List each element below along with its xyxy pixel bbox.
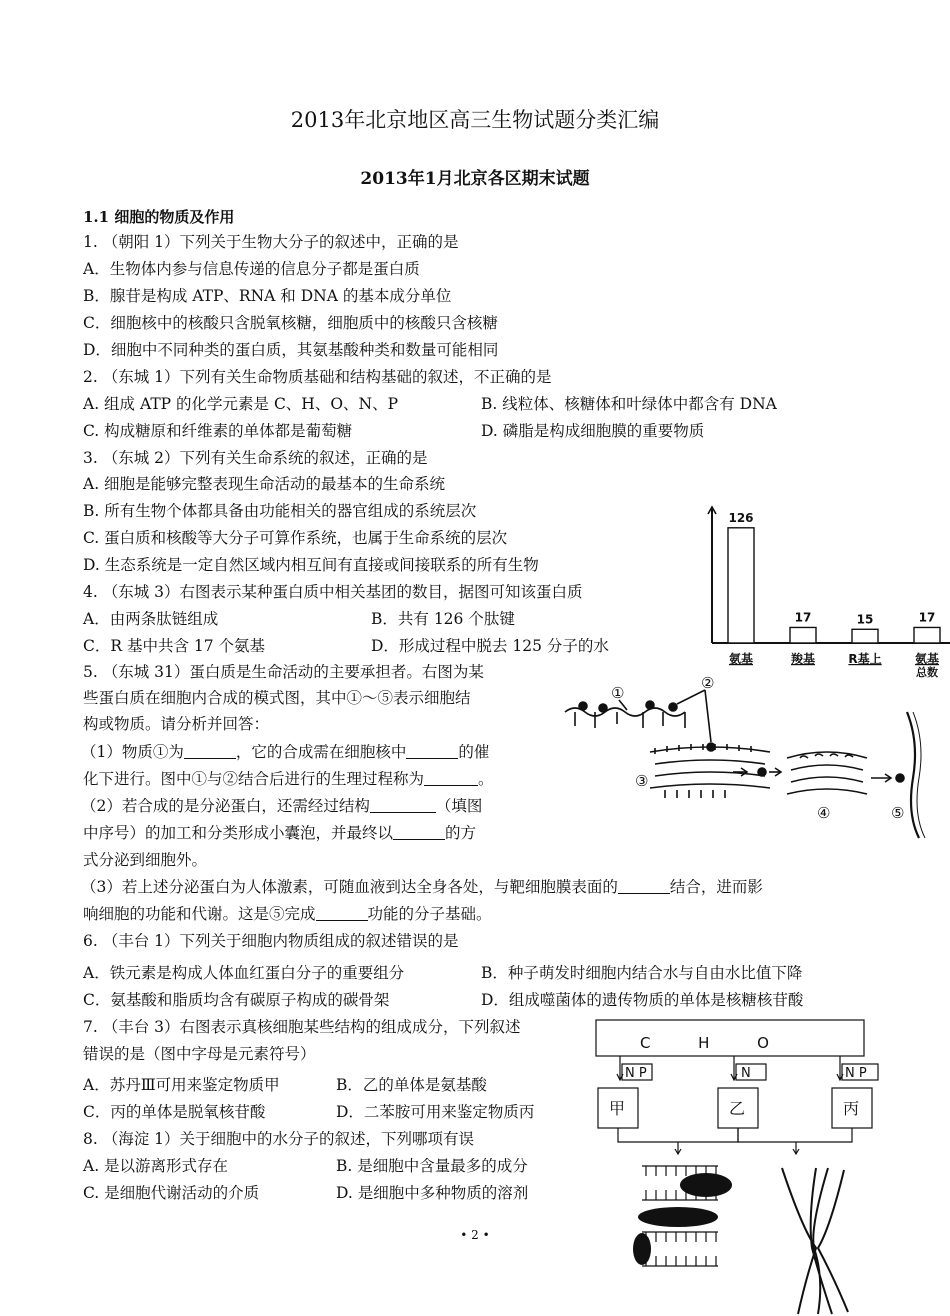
answer-blank[interactable] (393, 825, 445, 840)
q7-option-b: B．乙的单体是氨基酸 (336, 1076, 487, 1094)
q2-stem: 2. （东城 1）下列有关生命物质基础和结构基础的叙述，不正确的是 (83, 368, 552, 386)
bar-value-label: 17 (794, 610, 812, 625)
answer-blank[interactable] (316, 906, 368, 921)
bar-value-label: 126 (728, 510, 754, 525)
q8-option-a: A. 是以游离形式存在 (83, 1157, 229, 1175)
q4-bar-chart (700, 505, 950, 685)
q5-line-2: 些蛋白质在细胞内合成的模式图，其中①～⑤表示细胞结 (83, 689, 471, 707)
q6-option-a: A．铁元素是构成人体血红蛋白分子的重要组分 (83, 964, 405, 982)
answer-blank[interactable] (424, 771, 478, 786)
label-5: ⑤ (891, 804, 905, 822)
q1-option-d: D．细胞中不同种类的蛋白质，其氨基酸种类和数量可能相同 (83, 341, 499, 359)
q3-option-d: D. 生态系统是一定自然区域内相互间有直接或间接联系的所有生物 (83, 556, 539, 574)
q1-option-a: A．生物体内参与信息传递的信息分子都是蛋白质 (83, 260, 420, 278)
protein-synthesis-diagram (555, 672, 950, 837)
answer-blank[interactable] (184, 744, 236, 759)
bar (790, 627, 816, 643)
q5-line-1: 5. （东城 31）蛋白质是生命活动的主要承担者。右图为某 (83, 663, 484, 681)
page-number: • 2 • (460, 1228, 490, 1242)
q6-option-b: B．种子萌发时细胞内结合水与自由水比值下降 (481, 964, 803, 982)
bing-label: 丙 (843, 1099, 860, 1118)
q4-option-d: D．形成过程中脱去 125 分子的水 (371, 637, 609, 655)
q4-option-a: A．由两条肽链组成 (83, 610, 219, 628)
category-label: R基上 (848, 652, 882, 666)
q4-option-b: B．共有 126 个肽键 (371, 610, 515, 628)
label-4: ④ (817, 804, 831, 822)
label-1: ① (611, 684, 625, 702)
q5-part-3b: 响细胞的功能和代谢。这是⑤完成 功能的分子基础。 (83, 905, 492, 923)
q4-stem: 4. （东城 3）右图表示某种蛋白质中相关基团的数目，据图可知该蛋白质 (83, 583, 583, 601)
q3-stem: 3. （东城 2）下列有关生命系统的叙述，正确的是 (83, 449, 428, 467)
q7-option-a: A．苏丹Ⅲ可用来鉴定物质甲 (83, 1076, 280, 1094)
page-subtitle: 2013年1月北京各区期末试题 (360, 169, 590, 189)
q5-part-1b: 化下进行。图中①与②结合后进行的生理过程称为 。 (83, 770, 494, 788)
np-label-2: N P (845, 1066, 867, 1081)
q7-option-c: C．丙的单体是脱氧核苷酸 (83, 1103, 266, 1121)
bar (914, 627, 940, 643)
bar-value-label: 15 (856, 612, 874, 627)
q1-option-b: B．腺苷是构成 ATP、RNA 和 DNA 的基本成分单位 (83, 287, 452, 305)
q3-option-a: A. 细胞是能够完整表现生命活动的最基本的生命系统 (83, 475, 446, 493)
label-2: ② (701, 674, 715, 692)
q1-stem: 1. （朝阳 1）下列关于生物大分子的叙述中，正确的是 (83, 233, 459, 251)
label-3: ③ (635, 772, 649, 790)
q2-option-c: C. 构成糖原和纤维素的单体都是葡萄糖 (83, 422, 353, 440)
q6-option-d: D．组成噬菌体的遗传物质的单体是核糖核苷酸 (481, 991, 804, 1009)
q5-part-2a: （2）若合成的是分泌蛋白，还需经过结构 （填图 (81, 797, 483, 815)
answer-blank[interactable] (406, 744, 458, 759)
q6-stem: 6. （丰台 1）下列关于细胞内物质组成的叙述错误的是 (83, 932, 459, 950)
n-label: N (741, 1066, 751, 1081)
yi-label: 乙 (729, 1099, 746, 1118)
bar-value-label: 17 (918, 610, 936, 625)
category-label-extra: 总数 (916, 666, 938, 679)
q3-option-b: B. 所有生物个体都具备由功能相关的器官组成的系统层次 (83, 502, 477, 520)
q8-option-b: B. 是细胞中含量最多的成分 (336, 1157, 528, 1175)
bar (728, 528, 754, 643)
category-label: 氨基 (914, 652, 940, 666)
q8-option-d: D. 是细胞中多种物质的溶剂 (336, 1184, 529, 1202)
answer-blank[interactable] (370, 798, 436, 813)
q2-option-a: A. 组成 ATP 的化学元素是 C、H、O、N、P (83, 395, 399, 413)
q5-part-2b: 中序号）的加工和分类形成小囊泡，并最终以 的方 (83, 824, 477, 842)
category-label: 羧基 (790, 652, 816, 666)
section-heading: 1.1 细胞的物质及作用 (83, 208, 235, 226)
page-title: 2013年北京地区高三生物试题分类汇编 (290, 108, 660, 132)
q5-part-2c: 式分泌到细胞外。 (83, 851, 208, 869)
cell-structure-diagram (592, 1018, 950, 1316)
q3-option-c: C. 蛋白质和核酸等大分子可算作系统，也属于生命系统的层次 (83, 529, 508, 547)
q8-option-c: C. 是细胞代谢活动的介质 (83, 1184, 260, 1202)
q5-part-1a: （1）物质①为 ，它的合成需在细胞核中 的催 (81, 743, 490, 761)
q5-part-3a: （3）若上述分泌蛋白为人体激素，可随血液到达全身各处，与靶细胞膜表面的 结合，进而影 (81, 878, 763, 896)
elements-label: C H O (640, 1034, 769, 1052)
q2-option-b: B. 线粒体、核糖体和叶绿体中都含有 DNA (481, 395, 777, 413)
q1-option-c: C．细胞核中的核酸只含脱氧核糖，细胞质中的核酸只含核糖 (83, 314, 498, 332)
q7-stem-2: 错误的是（图中字母是元素符号） (83, 1045, 316, 1063)
np-label-1: N P (625, 1066, 647, 1081)
jia-label: 甲 (609, 1099, 626, 1118)
q7-stem: 7. （丰台 3）右图表示真核细胞某些结构的组成成分，下列叙述 (83, 1018, 521, 1036)
bar (852, 629, 878, 643)
category-label: 氨基 (728, 652, 754, 666)
answer-blank[interactable] (618, 879, 670, 894)
q4-option-c: C．R 基中共含 17 个氨基 (83, 637, 266, 655)
q7-option-d: D．二苯胺可用来鉴定物质丙 (336, 1103, 535, 1121)
q6-option-c: C．氨基酸和脂质均含有碳原子构成的碳骨架 (83, 991, 390, 1009)
q2-option-d: D. 磷脂是构成细胞膜的重要物质 (481, 422, 705, 440)
q8-stem: 8. （海淀 1）关于细胞中的水分子的叙述，下列哪项有误 (83, 1130, 475, 1148)
q5-line-3: 构或物质。请分析并回答： (83, 715, 270, 733)
